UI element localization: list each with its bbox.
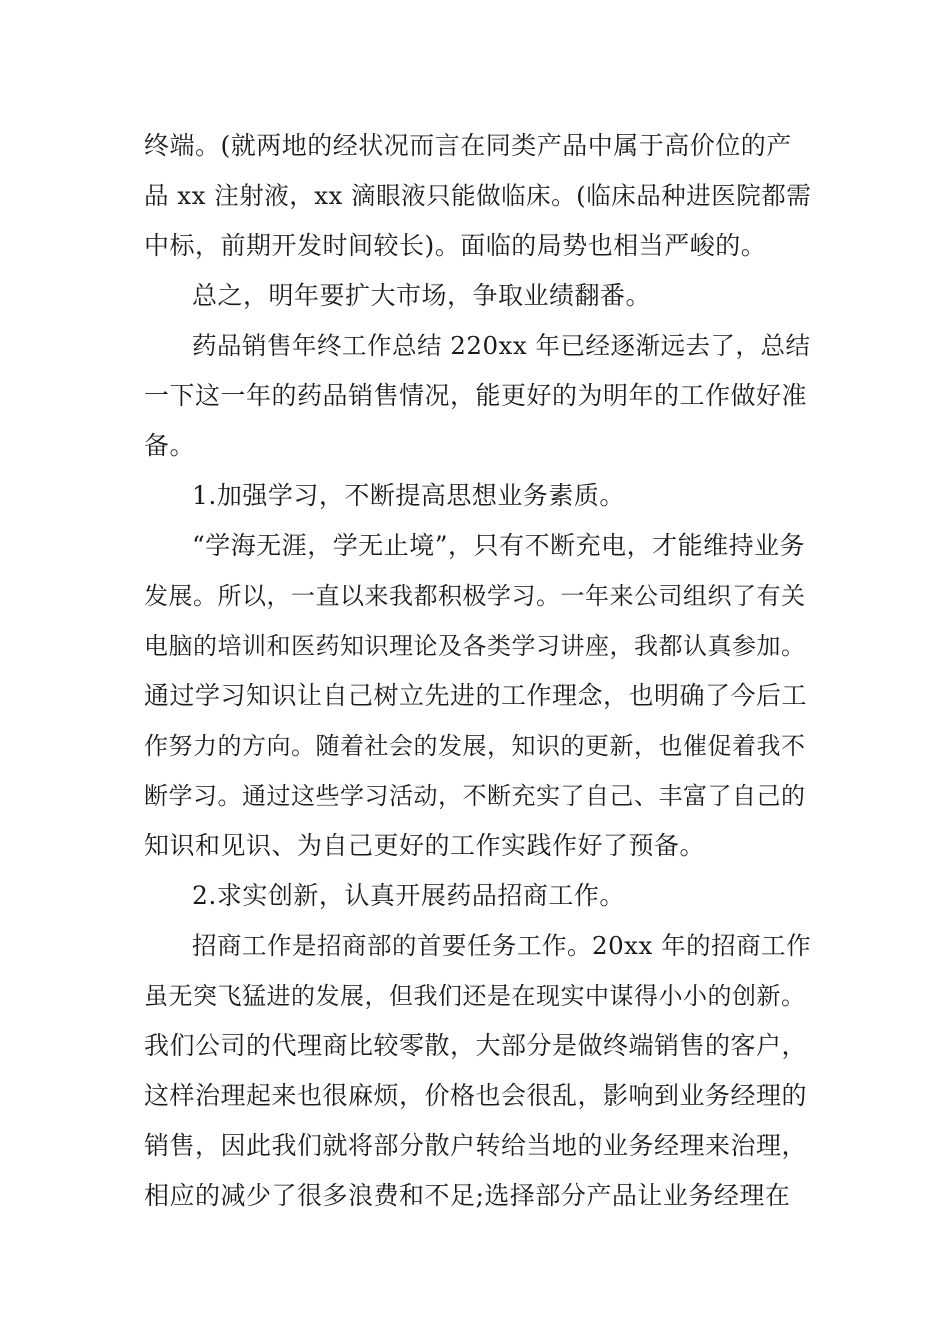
text-line: 备。 (144, 431, 196, 460)
text-line: 虽无突飞猛进的发展，但我们还是在现实中谋得小小的创新。 (144, 982, 806, 1010)
text-line: 品 xx 注射液，xx 滴眼液只能做临床。(临床品种进医院都需 (144, 181, 812, 210)
text-line: 招商工作是招商部的首要任务工作。20xx 年的招商工作 (192, 931, 812, 960)
text-line: 断学习。通过这些学习活动，不断充实了自己、丰富了自己的 (144, 782, 806, 810)
text-line: 发展。所以，一直以来我都积极学习。一年来公司组织了有关 (144, 582, 806, 610)
text-line: 销售，因此我们就将部分散户转给当地的业务经理来治理， (144, 1131, 808, 1160)
text-line: 电脑的培训和医药知识理论及各类学习讲座，我都认真参加。 (144, 632, 806, 660)
text-line: 1.加强学习，不断提高思想业务素质。 (192, 481, 625, 510)
text-line: 一下这一年的药品销售情况，能更好的为明年的工作做好准 (144, 381, 808, 410)
text-line: 2.求实创新，认真开展药品招商工作。 (192, 881, 625, 910)
text-line: 中标，前期开发时间较长)。面临的局势也相当严峻的。 (144, 231, 767, 260)
text-line: 我们公司的代理商比较零散，大部分是做终端销售的客户， (144, 1031, 808, 1060)
text-line: 作努力的方向。随着社会的发展，知识的更新，也催促着我不 (144, 732, 806, 760)
text-line: 知识和见识、为自己更好的工作实践作好了预备。 (144, 831, 706, 860)
text-line: “学海无涯，学无止境”，只有不断充电，才能维持业务 (192, 531, 806, 560)
text-line: 相应的减少了很多浪费和不足;选择部分产品让业务经理在 (144, 1181, 791, 1210)
text-line: 总之，明年要扩大市场，争取业绩翻番。 (192, 281, 652, 310)
text-line: 通过学习知识让自己树立先进的工作理念，也明确了今后工 (144, 681, 808, 710)
text-line: 终端。(就两地的经状况而言在同类产品中属于高价位的产 (144, 131, 792, 160)
text-line: 这样治理起来也很麻烦，价格也会很乱，影响到业务经理的 (144, 1081, 808, 1110)
text-line: 药品销售年终工作总结 220xx 年已经逐渐远去了，总结 (192, 331, 811, 360)
